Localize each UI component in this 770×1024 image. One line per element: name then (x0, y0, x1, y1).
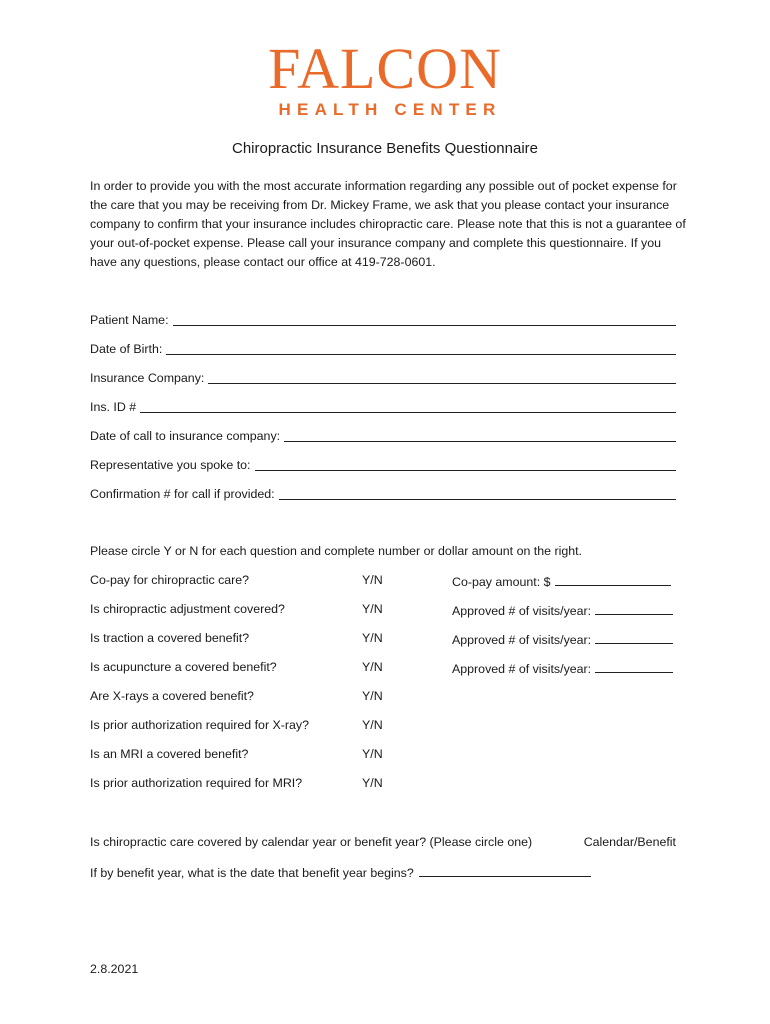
question-text: Is prior authorization required for X-ray? (90, 718, 310, 732)
intro-paragraph: In order to provide you with the most accurate information regarding any possible out of pocket expense for the care that you may be receiving from Dr. Mickey Frame, we ask that you please contact your insurance company to confirm that your insurance includes chiropractic care. Please note that this is not a guarantee of your out-of-pocket expense. Please call your insurance company and complete this questionnaire. If you have any questions, please contact our office at 419-728-0601. (90, 179, 686, 269)
question-row (90, 660, 680, 678)
amount-field (452, 602, 676, 618)
question-text: Is an MRI a covered benefit? (90, 747, 249, 761)
amount-label: Co-pay amount: $ (452, 575, 551, 589)
question-row (90, 747, 680, 765)
page-title: Chiropractic Insurance Benefits Questionnaire (232, 140, 538, 157)
form-field[interactable] (90, 341, 680, 357)
yes-no-choice[interactable]: Y/N (362, 747, 383, 761)
revision-date: 2.8.2021 (90, 962, 139, 976)
question-text: Co-pay for chiropractic care? (90, 573, 250, 587)
field-label: Patient Name: (90, 313, 173, 327)
benefit-year-blank[interactable] (419, 864, 591, 877)
amount-field (452, 660, 676, 676)
question-text: Is traction a covered benefit? (90, 631, 250, 645)
form-field[interactable] (90, 486, 680, 502)
question-text: Are X-rays a covered benefit? (90, 689, 254, 703)
yes-no-choice[interactable]: Y/N (362, 689, 383, 703)
benefit-year-row (90, 864, 591, 880)
field-blank-line[interactable] (90, 412, 676, 413)
question-row (90, 602, 680, 620)
benefit-year-question: If by benefit year, what is the date that benefit year begins? (90, 866, 414, 880)
calendar-options[interactable]: Calendar/Benefit (583, 835, 676, 849)
amount-blank[interactable] (595, 660, 673, 673)
field-label: Insurance Company: (90, 371, 208, 385)
yes-no-choice[interactable]: Y/N (362, 776, 383, 790)
question-text: Is acupuncture a covered benefit? (90, 660, 277, 674)
yes-no-choice[interactable]: Y/N (362, 573, 383, 587)
yes-no-choice[interactable]: Y/N (362, 631, 383, 645)
amount-label: Approved # of visits/year: (452, 604, 592, 618)
logo-wordmark: FALCON (268, 36, 502, 101)
calendar-question-row (90, 835, 680, 849)
form-field[interactable] (90, 428, 680, 444)
instructions: Please circle Y or N for each question and complete number or dollar amount on the right. (90, 544, 583, 558)
amount-label: Approved # of visits/year: (452, 633, 592, 647)
calendar-question: Is chiropractic care covered by calendar year or benefit year? (Please circle one) (90, 835, 533, 849)
yes-no-choice[interactable]: Y/N (362, 602, 383, 616)
question-row (90, 631, 680, 649)
field-label: Ins. ID # (90, 400, 140, 414)
amount-field (452, 573, 676, 589)
amount-blank[interactable] (595, 602, 673, 615)
amount-label: Approved # of visits/year: (452, 662, 592, 676)
logo (0, 36, 770, 120)
question-row (90, 718, 680, 736)
yes-no-choice[interactable]: Y/N (362, 718, 383, 732)
question-text: Is chiropractic adjustment covered? (90, 602, 285, 616)
question-row (90, 573, 680, 591)
field-blank-line[interactable] (90, 325, 676, 326)
form-field[interactable] (90, 312, 680, 328)
field-label: Date of call to insurance company: (90, 429, 284, 443)
amount-blank[interactable] (595, 631, 673, 644)
amount-blank[interactable] (555, 573, 671, 586)
field-label: Confirmation # for call if provided: (90, 487, 279, 501)
form-field[interactable] (90, 370, 680, 386)
question-text: Is prior authorization required for MRI? (90, 776, 303, 790)
field-label: Date of Birth: (90, 342, 166, 356)
field-label: Representative you spoke to: (90, 458, 255, 472)
form-field[interactable] (90, 399, 680, 415)
question-row (90, 689, 680, 707)
question-row (90, 776, 680, 794)
amount-field (452, 631, 676, 647)
logo-subtitle: HEALTH CENTER (278, 100, 502, 119)
field-blank-line[interactable] (90, 354, 676, 355)
yes-no-choice[interactable]: Y/N (362, 660, 383, 674)
form-field[interactable] (90, 457, 680, 473)
